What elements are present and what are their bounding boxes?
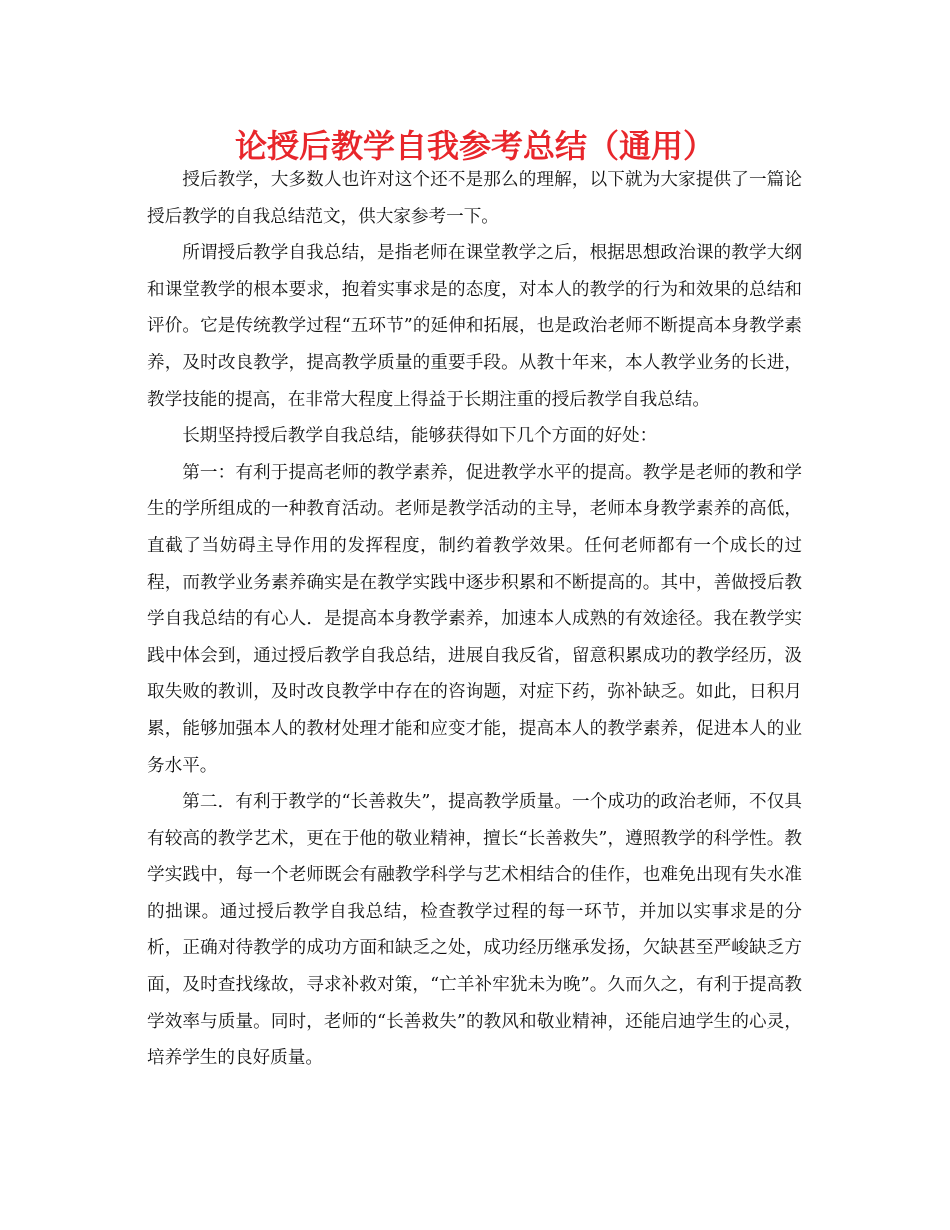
document-title: 论授后教学自我参考总结（通用） [234, 127, 715, 165]
paragraph-definition: 所谓授后教学自我总结，是指老师在课堂教学之后，根据思想政治课的教学大纲和课堂教学的根本要求，抱着实事求是的态度，对本人的教学的行为和效果的总结和评价。它是传统教学过程“五环节”的延伸和拓展，也是政治老师不断提高本身教学素养，及时改良教学，提高教学质量的重要手段。从教十年来，本人教学业务的长进，教学技能的提高，在非常大程度上得益于长期注重的授后教学自我总结。 [147, 243, 802, 410]
paragraph-benefit-first: 第一：有利于提高老师的教学素养，促进教学水平的提高。教学是老师的教和学生的学所组成的一种教育活动。老师是教学活动的主导，老师本身教学素养的高低，直截了当妨碍主导作用的发挥程度，制约着教学效果。任何老师都有一个成长的过程，而教学业务素养确实是在教学实践中逐步积累和不断提高的。其中，善做授后教学自我总结的有心人．是提高本身教学素养，加速本人成熟的有效途径。我在教学实践中体会到，通过授后教学自我总结，进展自我反省，留意积累成功的教学经历，汲取失败的教训，及时改良教学中存在的咨询题，对症下药，弥补缺乏。如此，日积月累，能够加强本人的教材处理才能和应变才能，提高本人的教学素养，促进本人的业务水平。 [147, 462, 802, 776]
paragraph-intro: 授后教学，大多数人也许对这个还不是那么的理解，以下就为大家提供了一篇论授后教学的自我总结范文，供大家参考一下。 [147, 170, 802, 227]
paragraph-benefit-second: 第二．有利于教学的“长善救失”，提高教学质量。一个成功的政治老师，不仅具有较高的教学艺术，更在于他的敬业精神，擅长“长善救失”，遵照教学的科学性。教学实践中，每一个老师既会有融教学科学与艺术相结合的佳作，也难免出现有失水准的拙课。通过授后教学自我总结，检查教学过程的每一环节，并加以实事求是的分析，正确对待教学的成功方面和缺乏之处，成功经历继承发扬，欠缺甚至严峻缺乏方面，及时查找缘故，寻求补救对策，“亡羊补牢犹未为晚”。久而久之，有利于提高教学效率与质量。同时，老师的“长善救失”的教风和敬业精神，还能启迪学生的心灵，培养学生的良好质量。 [147, 792, 802, 1069]
paragraph-benefits-lead: 长期坚持授后教学自我总结，能够获得如下几个方面的好处： [182, 426, 658, 447]
document-body [147, 162, 802, 1077]
